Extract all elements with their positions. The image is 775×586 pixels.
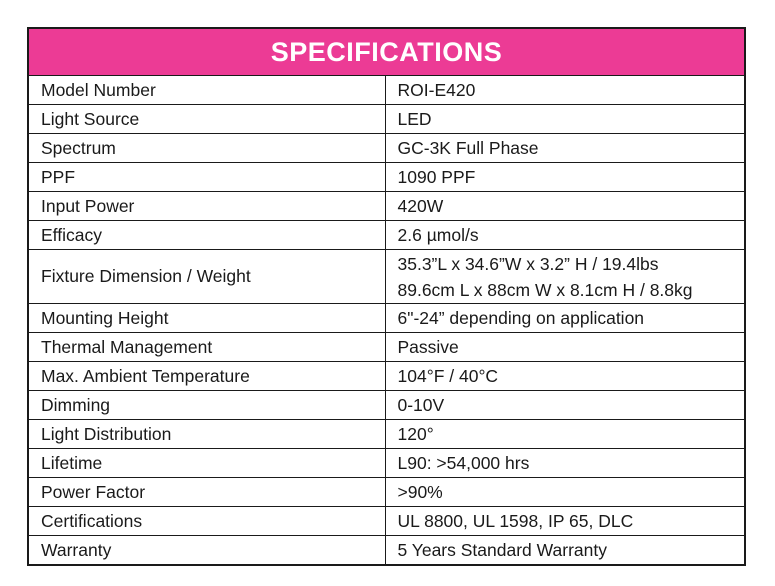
- spec-label: Dimming: [28, 391, 385, 420]
- spec-value: 2.6 µmol/s: [385, 221, 745, 250]
- spec-value: 420W: [385, 192, 745, 221]
- table-row: [28, 134, 745, 163]
- spec-label: Model Number: [28, 76, 385, 105]
- spec-value: 104°F / 40°C: [385, 362, 745, 391]
- specifications-table: [27, 27, 746, 566]
- table-row: [28, 221, 745, 250]
- spec-value: L90: >54,000 hrs: [385, 449, 745, 478]
- spec-label: Efficacy: [28, 221, 385, 250]
- spec-label: Thermal Management: [28, 333, 385, 362]
- spec-label: Max. Ambient Temperature: [28, 362, 385, 391]
- spec-value: 6"-24” depending on application: [385, 304, 745, 333]
- table-row: [28, 333, 745, 362]
- spec-value: >90%: [385, 478, 745, 507]
- table-row: [28, 420, 745, 449]
- table-row: [28, 192, 745, 221]
- spec-value: 1090 PPF: [385, 163, 745, 192]
- table-row: [28, 536, 745, 566]
- spec-label: Input Power: [28, 192, 385, 221]
- table-row: [28, 362, 745, 391]
- spec-label: Certifications: [28, 507, 385, 536]
- spec-value: ROI-E420: [385, 76, 745, 105]
- spec-label: Light Source: [28, 105, 385, 134]
- spec-value: Passive: [385, 333, 745, 362]
- spec-value: UL 8800, UL 1598, IP 65, DLC: [385, 507, 745, 536]
- spec-value: GC-3K Full Phase: [385, 134, 745, 163]
- spec-value: 120°: [385, 420, 745, 449]
- spec-value: 0-10V: [385, 391, 745, 420]
- table-row: [28, 391, 745, 420]
- spec-value: [385, 250, 745, 304]
- spec-label: Mounting Height: [28, 304, 385, 333]
- table-row: [28, 76, 745, 105]
- table-row: [28, 250, 745, 304]
- spec-label: Warranty: [28, 536, 385, 566]
- spec-label: Spectrum: [28, 134, 385, 163]
- table-row: [28, 449, 745, 478]
- spec-label: PPF: [28, 163, 385, 192]
- spec-label: Light Distribution: [28, 420, 385, 449]
- table-header-row: [28, 28, 745, 76]
- spec-label: Lifetime: [28, 449, 385, 478]
- table-row: [28, 105, 745, 134]
- spec-label: Power Factor: [28, 478, 385, 507]
- spec-value-line: 35.3”L x 34.6”W x 3.2” H / 19.4lbs: [397, 253, 659, 274]
- table-row: [28, 163, 745, 192]
- spec-value: LED: [385, 105, 745, 134]
- spec-value: 5 Years Standard Warranty: [385, 536, 745, 566]
- table-row: [28, 478, 745, 507]
- table-row: [28, 304, 745, 333]
- spec-value-line: 89.6cm L x 88cm W x 8.1cm H / 8.8kg: [397, 279, 693, 300]
- table-row: [28, 507, 745, 536]
- table-title: SPECIFICATIONS: [28, 28, 745, 76]
- spec-label: Fixture Dimension / Weight: [28, 250, 385, 304]
